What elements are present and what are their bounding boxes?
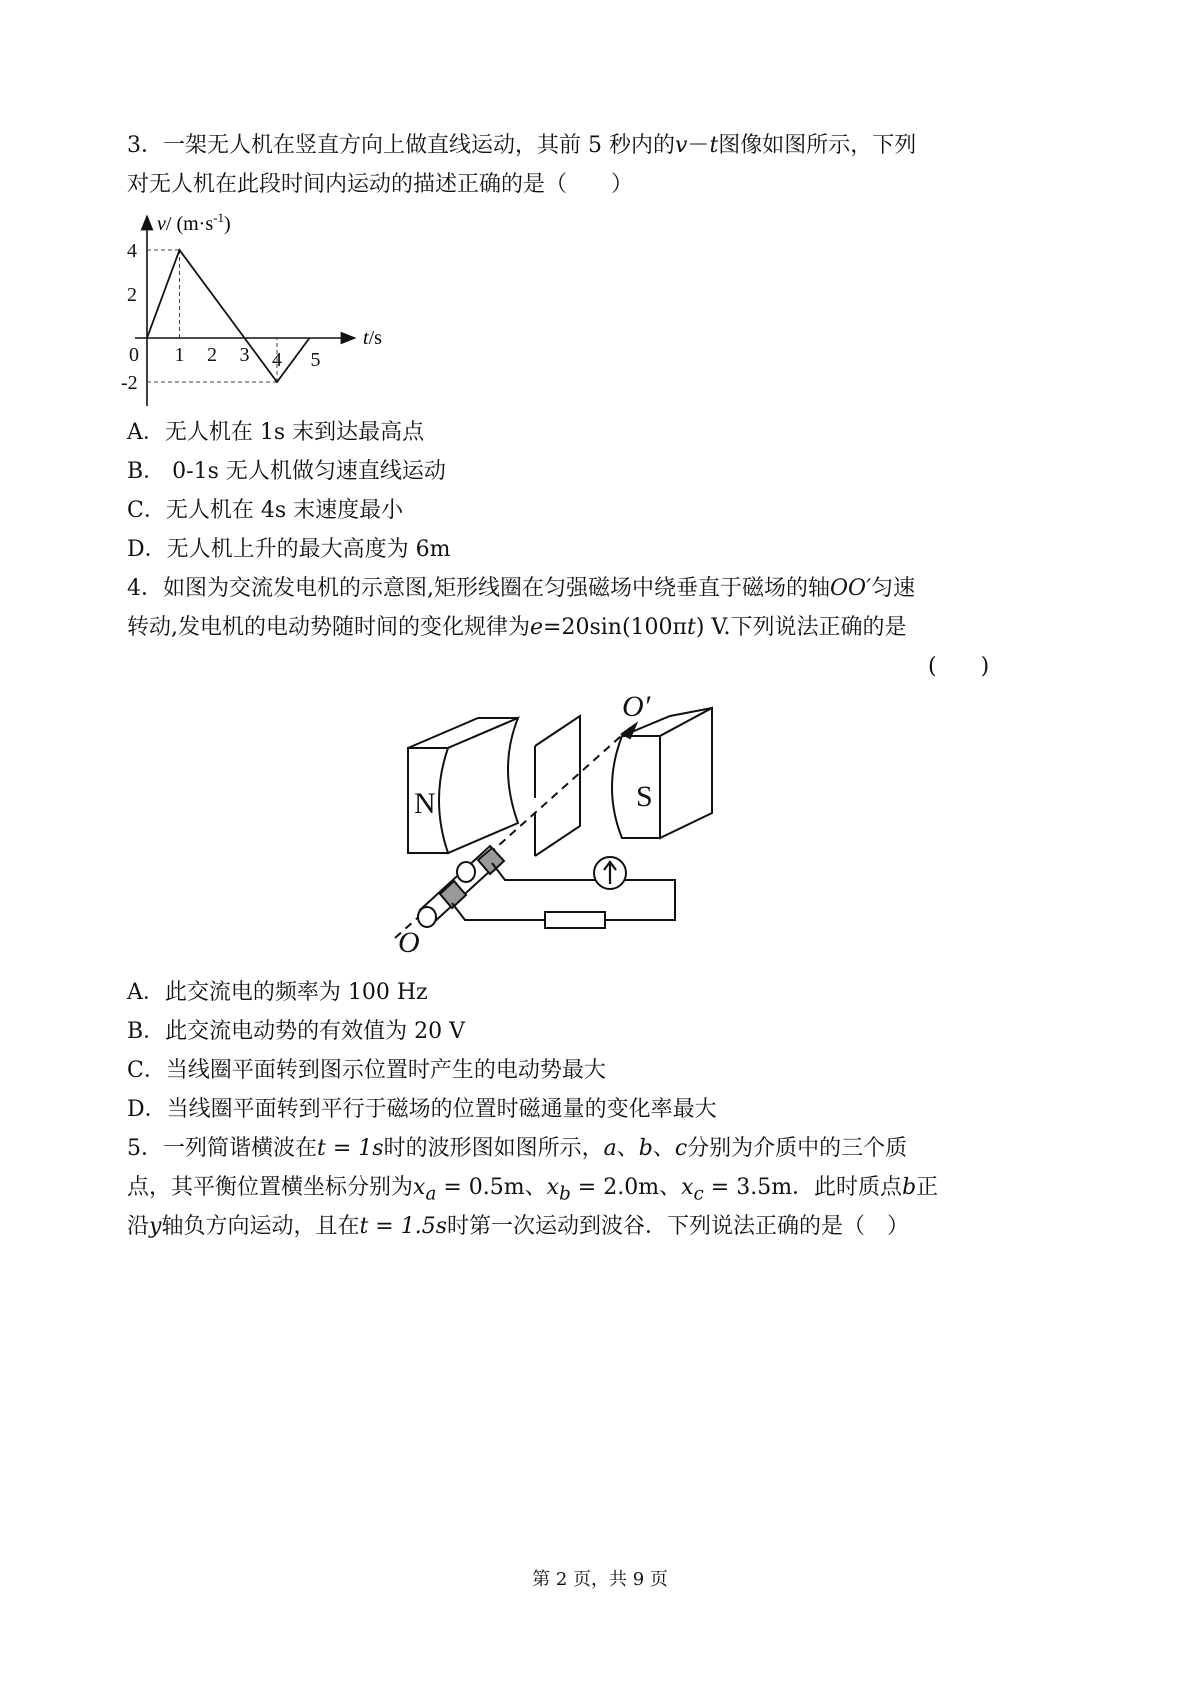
y-tick-label: 4 <box>127 240 137 262</box>
q5-point-c: c <box>674 1136 688 1161</box>
q5-point-a: a <box>603 1136 617 1161</box>
q5-text-b: 时的波形图如图所示， <box>383 1136 604 1161</box>
q4-stem-line1 <box>127 574 915 604</box>
q5-xa-sub: a <box>425 1183 437 1205</box>
q4-axis-name: OO′ <box>830 576 872 601</box>
label-o: O <box>398 926 420 958</box>
chart-series-line <box>147 250 310 382</box>
q4-answer-bracket: ( ) <box>928 654 990 679</box>
q5-text-c: 分别为介质中的三个质 <box>687 1136 908 1161</box>
q4-text2: 转动,发电机的电动势随时间的变化规律为 <box>127 615 530 640</box>
q5-stem-line2 <box>127 1173 938 1209</box>
q5-xc-sub: c <box>693 1183 704 1205</box>
chart-ylabel: v/ $(m\cdot s^{-1})$ <box>157 210 231 235</box>
x-tick-label: 0 <box>129 344 139 366</box>
q5-text2: 点，其平衡位置横坐标分别为 <box>127 1175 414 1200</box>
q5-sep1: 、 <box>616 1136 639 1161</box>
q4-text: 4．如图为交流发电机的示意图,矩形线圈在匀强磁场中绕垂直于磁场的轴 <box>127 576 830 601</box>
q5-xc-val: = 3.5m．此时质点 <box>703 1175 903 1200</box>
q3-text: 3．一架无人机在竖直方向上做直线运动，其前 5 秒内的 <box>127 133 675 158</box>
q5-text: 5．一列简谐横波在 <box>127 1136 317 1161</box>
resistor <box>545 912 605 928</box>
q4-text2-end: ) V.下列说法正确的是 <box>695 615 907 640</box>
q4-option-b: B．此交流电动势的有效值为 20 V <box>127 1019 466 1044</box>
q3-text-end: 图像如图所示，下列 <box>718 133 917 158</box>
q4-option-a: A．此交流电的频率为 100 Hz <box>127 980 428 1005</box>
q3-option-a: A．无人机在 1s 末到达最高点 <box>127 420 425 445</box>
q5-point-b: b <box>638 1136 653 1161</box>
x-tick-label: 1 <box>174 344 185 366</box>
q5-stem-line1 <box>127 1134 907 1164</box>
x-tick-label: 5 <box>310 349 321 371</box>
q4-text-end: 匀速 <box>871 576 916 601</box>
svg-text:S: S <box>636 780 653 813</box>
q3-option-c: C．无人机在 4s 末速度最小 <box>127 498 404 523</box>
q5-sep2: 、 <box>652 1136 675 1161</box>
q5-time-1: t = 1s <box>317 1136 384 1161</box>
q5-xb-val: = 2.0m、 <box>570 1175 682 1200</box>
chart-xlabel: t/s <box>363 327 382 349</box>
magnet-s <box>612 708 712 838</box>
q4-option-d: D．当线圈平面转到平行于磁场的位置时磁通量的变化率最大 <box>127 1097 717 1122</box>
q5-var-y: y <box>149 1214 162 1239</box>
q5-xb: x <box>546 1175 560 1200</box>
q4-option-c: C．当线圈平面转到图示位置时产生的电动势最大 <box>127 1058 606 1083</box>
brush-2 <box>452 903 480 920</box>
q3-var-v: v <box>674 133 688 158</box>
q5-point-b2: b <box>902 1175 917 1200</box>
q5-xc: x <box>681 1175 694 1200</box>
q4-var-t: t <box>687 615 696 640</box>
x-tick-label: 2 <box>207 344 217 366</box>
q5-xa: x <box>413 1175 426 1200</box>
q4-stem-line2 <box>127 613 906 643</box>
q5-text3: 沿 <box>127 1214 150 1239</box>
q3-minus: － <box>687 133 710 158</box>
q4-equation: =20sin(100π <box>543 615 687 640</box>
y-tick-label: -2 <box>121 372 138 394</box>
q5-xb-sub: b <box>559 1183 571 1205</box>
magnet-n <box>408 718 518 853</box>
q5-time-2: t = 1.5s <box>359 1214 448 1239</box>
vt-chart <box>115 208 415 418</box>
label-o-prime: O′ <box>622 690 651 723</box>
q5-text3-b: 轴负方向运动，且在 <box>161 1214 360 1239</box>
x-tick-label: 4 <box>272 349 282 371</box>
q5-stem-line3 <box>127 1212 909 1242</box>
q3-stem-line2: 对无人机在此段时间内运动的描述正确的是（ ） <box>127 172 634 197</box>
q5-text2-end: 正 <box>916 1175 939 1200</box>
q4-var-e: e <box>530 615 544 640</box>
q3-option-d: D．无人机上升的最大高度为 6m <box>127 537 451 562</box>
page-footer: 第 2 页，共 9 页 <box>532 1569 668 1590</box>
generator-diagram <box>390 688 810 958</box>
x-tick-label: 3 <box>239 344 250 366</box>
q5-xa-val: = 0.5m、 <box>436 1175 547 1200</box>
q3-stem-line1 <box>127 131 916 161</box>
rectangular-coil <box>535 716 580 856</box>
q5-text3-end: 时第一次运动到波谷．下列说法正确的是（ ） <box>447 1214 910 1239</box>
svg-text:N: N <box>414 787 436 820</box>
y-tick-label: 2 <box>127 284 137 306</box>
q3-var-t: t <box>709 133 719 158</box>
q3-option-b: B． 0-1s 无人机做匀速直线运动 <box>127 459 446 484</box>
